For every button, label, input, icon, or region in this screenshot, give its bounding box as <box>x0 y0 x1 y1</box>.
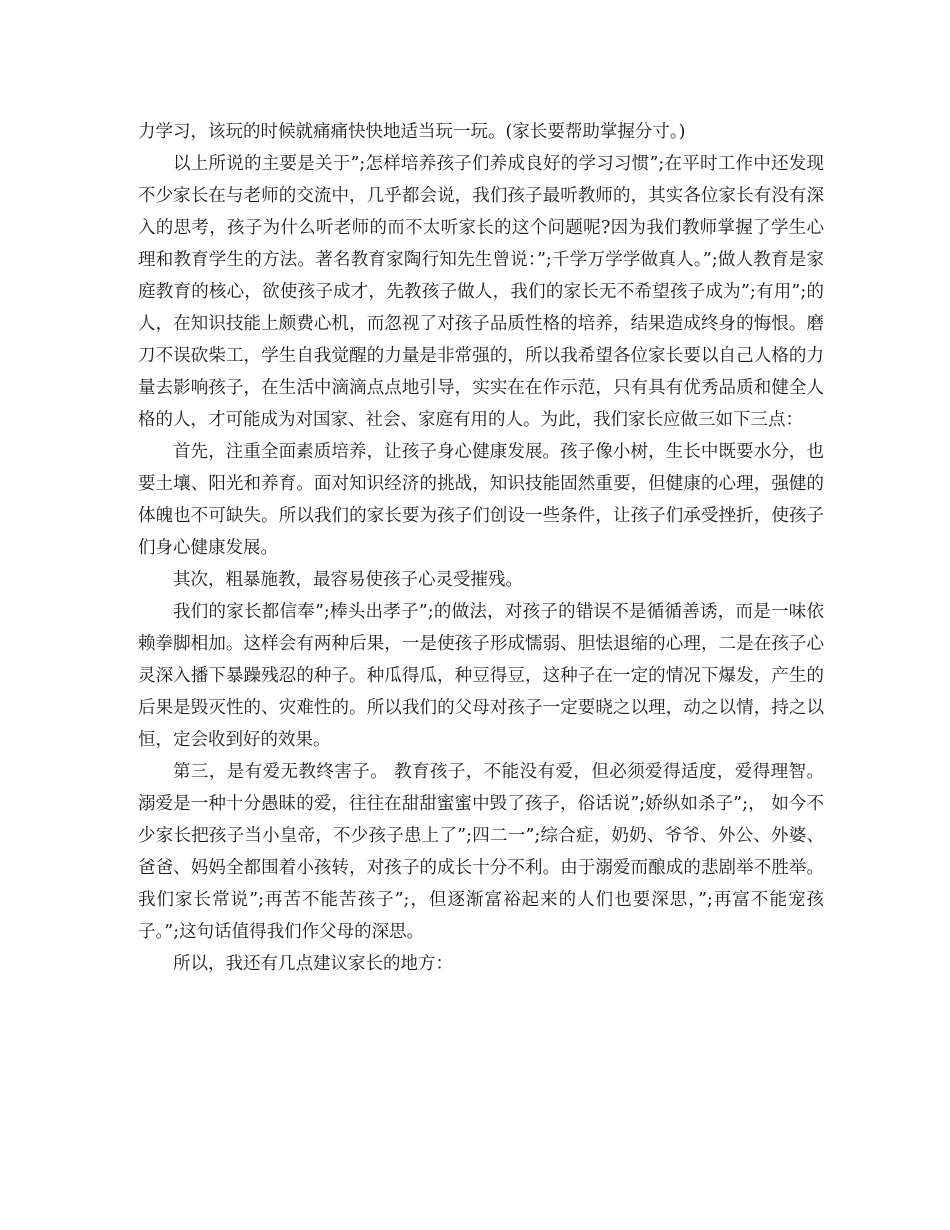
paragraph-5: 我们的家长都信奉”;棒头出孝子”;的做法，对孩子的错误不是循循善诱，而是一味依赖拳脚相加。这样会有两种后果，一是使孩子形成懦弱、胆怯退缩的心理，二是在孩子心灵深入播下暴躁残忍的种子。种瓜得瓜，种豆得豆，这种子在一定的情况下爆发，产生的后果是毁灭性的、灾难性的。所以我们的父母对孩子一定要晓之以理，动之以情，持之以恒，定会收到好的效果。 <box>138 602 824 750</box>
paragraph-4: 其次，粗暴施教，最容易使孩子心灵受摧残。 <box>173 570 523 590</box>
paragraph-1: 力学习，该玩的时候就痛痛快快地适当玩一玩。(家长要帮助掌握分寸。) <box>138 122 686 142</box>
paragraph-7: 所以，我还有几点建议家长的地方： <box>173 954 453 974</box>
paragraph-2: 以上所说的主要是关于”;怎样培养孩子们养成良好的学习习惯”;在平时工作中还发现不少家长在与老师的交流中，几乎都会说，我们孩子最听教师的，其实各位家长有没有深入的思考，孩子为什么听老师的而不太听家长的这个问题呢?因为我们教师掌握了学生心理和教育学生的方法。著名教育家陶行知先生曾说：”;千学万学学做真人。”;做人教育是家庭教育的核心，欲使孩子成才，先教孩子做人，我们的家长无不希望孩子成为”;有用”;的人，在知识技能上颇费心机，而忽视了对孩子品质性格的培养，结果造成终身的悔恨。磨刀不误砍柴工，学生自我觉醒的力量是非常强的，所以我希望各位家长要以自己人格的力量去影响孩子，在生活中滴滴点点地引导，实实在在作示范，只有具有优秀品质和健全人格的人，才可能成为对国家、社会、家庭有用的人。为此，我们家长应做三如下三点： <box>138 154 824 430</box>
document-body <box>138 116 824 980</box>
paragraph-3: 首先，注重全面素质培养，让孩子身心健康发展。孩子像小树，生长中既要水分，也要土壤、阳光和养育。面对知识经济的挑战，知识技能固然重要，但健康的心理，强健的体魄也不可缺失。所以我们的家长要为孩子们创设一些条件，让孩子们承受挫折，使孩子们身心健康发展。 <box>138 442 824 558</box>
paragraph-6: 第三，是有爱无教终害子。 教育孩子，不能没有爱，但必须爱得适度，爱得理智。溺爱是一种十分愚昧的爱，往往在甜甜蜜蜜中毁了孩子，俗话说”;娇纵如杀子”;， 如今不少家长把孩子当小皇帝，不少孩子患上了”;四二一”;综合症，奶奶、爷爷、外公、外婆、爸爸、妈妈全都围着小孩转，对孩子的成长十分不利。由于溺爱而酿成的悲剧举不胜举。我们家长常说”;再苦不能苦孩子”;，但逐渐富裕起来的人们也要深思，”;再富不能宠孩子。”;这句话值得我们作父母的深思。 <box>138 762 824 942</box>
